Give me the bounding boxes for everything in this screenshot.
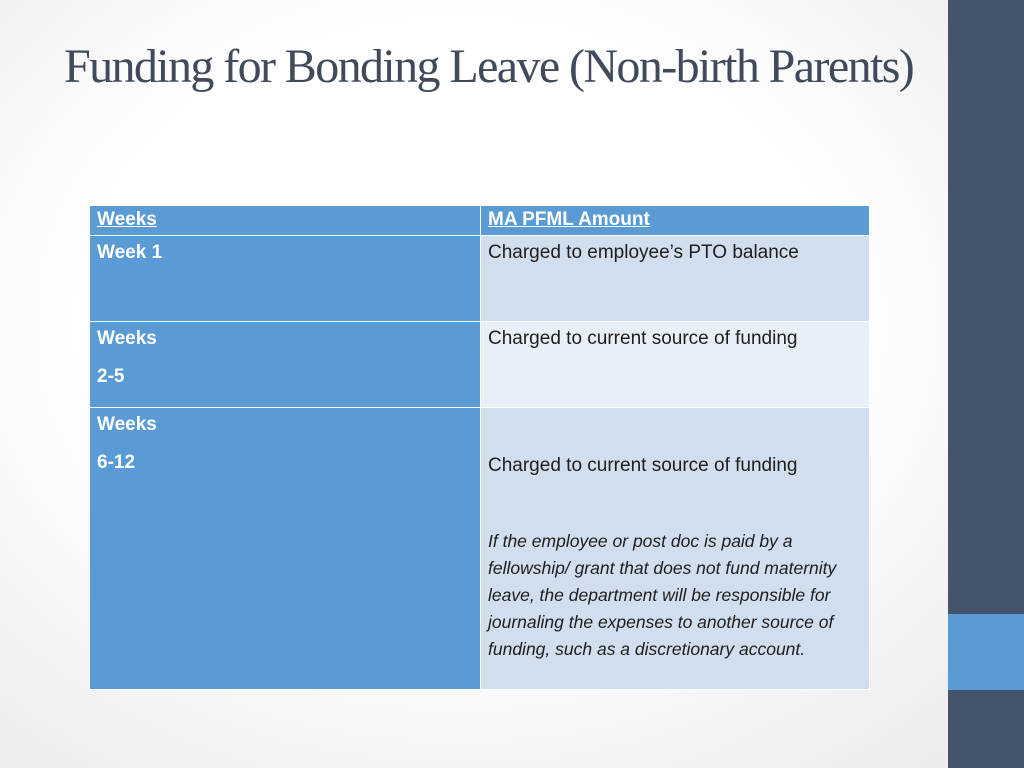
weeks-cell	[90, 408, 481, 690]
funding-table	[89, 205, 870, 690]
amount-cell	[481, 322, 870, 408]
table-row	[90, 236, 870, 322]
weeks-cell	[90, 236, 481, 322]
table-row	[90, 408, 870, 690]
table-row	[90, 322, 870, 408]
amount-text: Charged to current source of funding	[488, 328, 798, 349]
weeks-range: 6-12	[97, 452, 136, 473]
side-accent-block	[948, 614, 1024, 690]
weeks-range: 2-5	[97, 366, 125, 387]
weeks-label: Weeks	[97, 414, 157, 435]
header-amount: MA PFML Amount	[481, 206, 870, 236]
weeks-cell	[90, 322, 481, 408]
weeks-label: Week 1	[97, 242, 163, 263]
weeks-label: Weeks	[97, 328, 157, 349]
amount-cell	[481, 408, 870, 690]
amount-text: Charged to current source of funding	[488, 455, 798, 476]
header-weeks: Weeks	[90, 206, 481, 236]
funding-note: If the employee or post doc is paid by a fellowship/ grant that does not fund maternity leave, the department will be responsible for journaling the expenses to another source of funding, such as a discretionary account.	[488, 531, 837, 659]
amount-cell	[481, 236, 870, 322]
table-header-row	[90, 206, 870, 236]
amount-text: Charged to employee’s PTO balance	[488, 242, 799, 263]
slide-title: Funding for Bonding Leave (Non-birth Parents)	[64, 40, 914, 93]
